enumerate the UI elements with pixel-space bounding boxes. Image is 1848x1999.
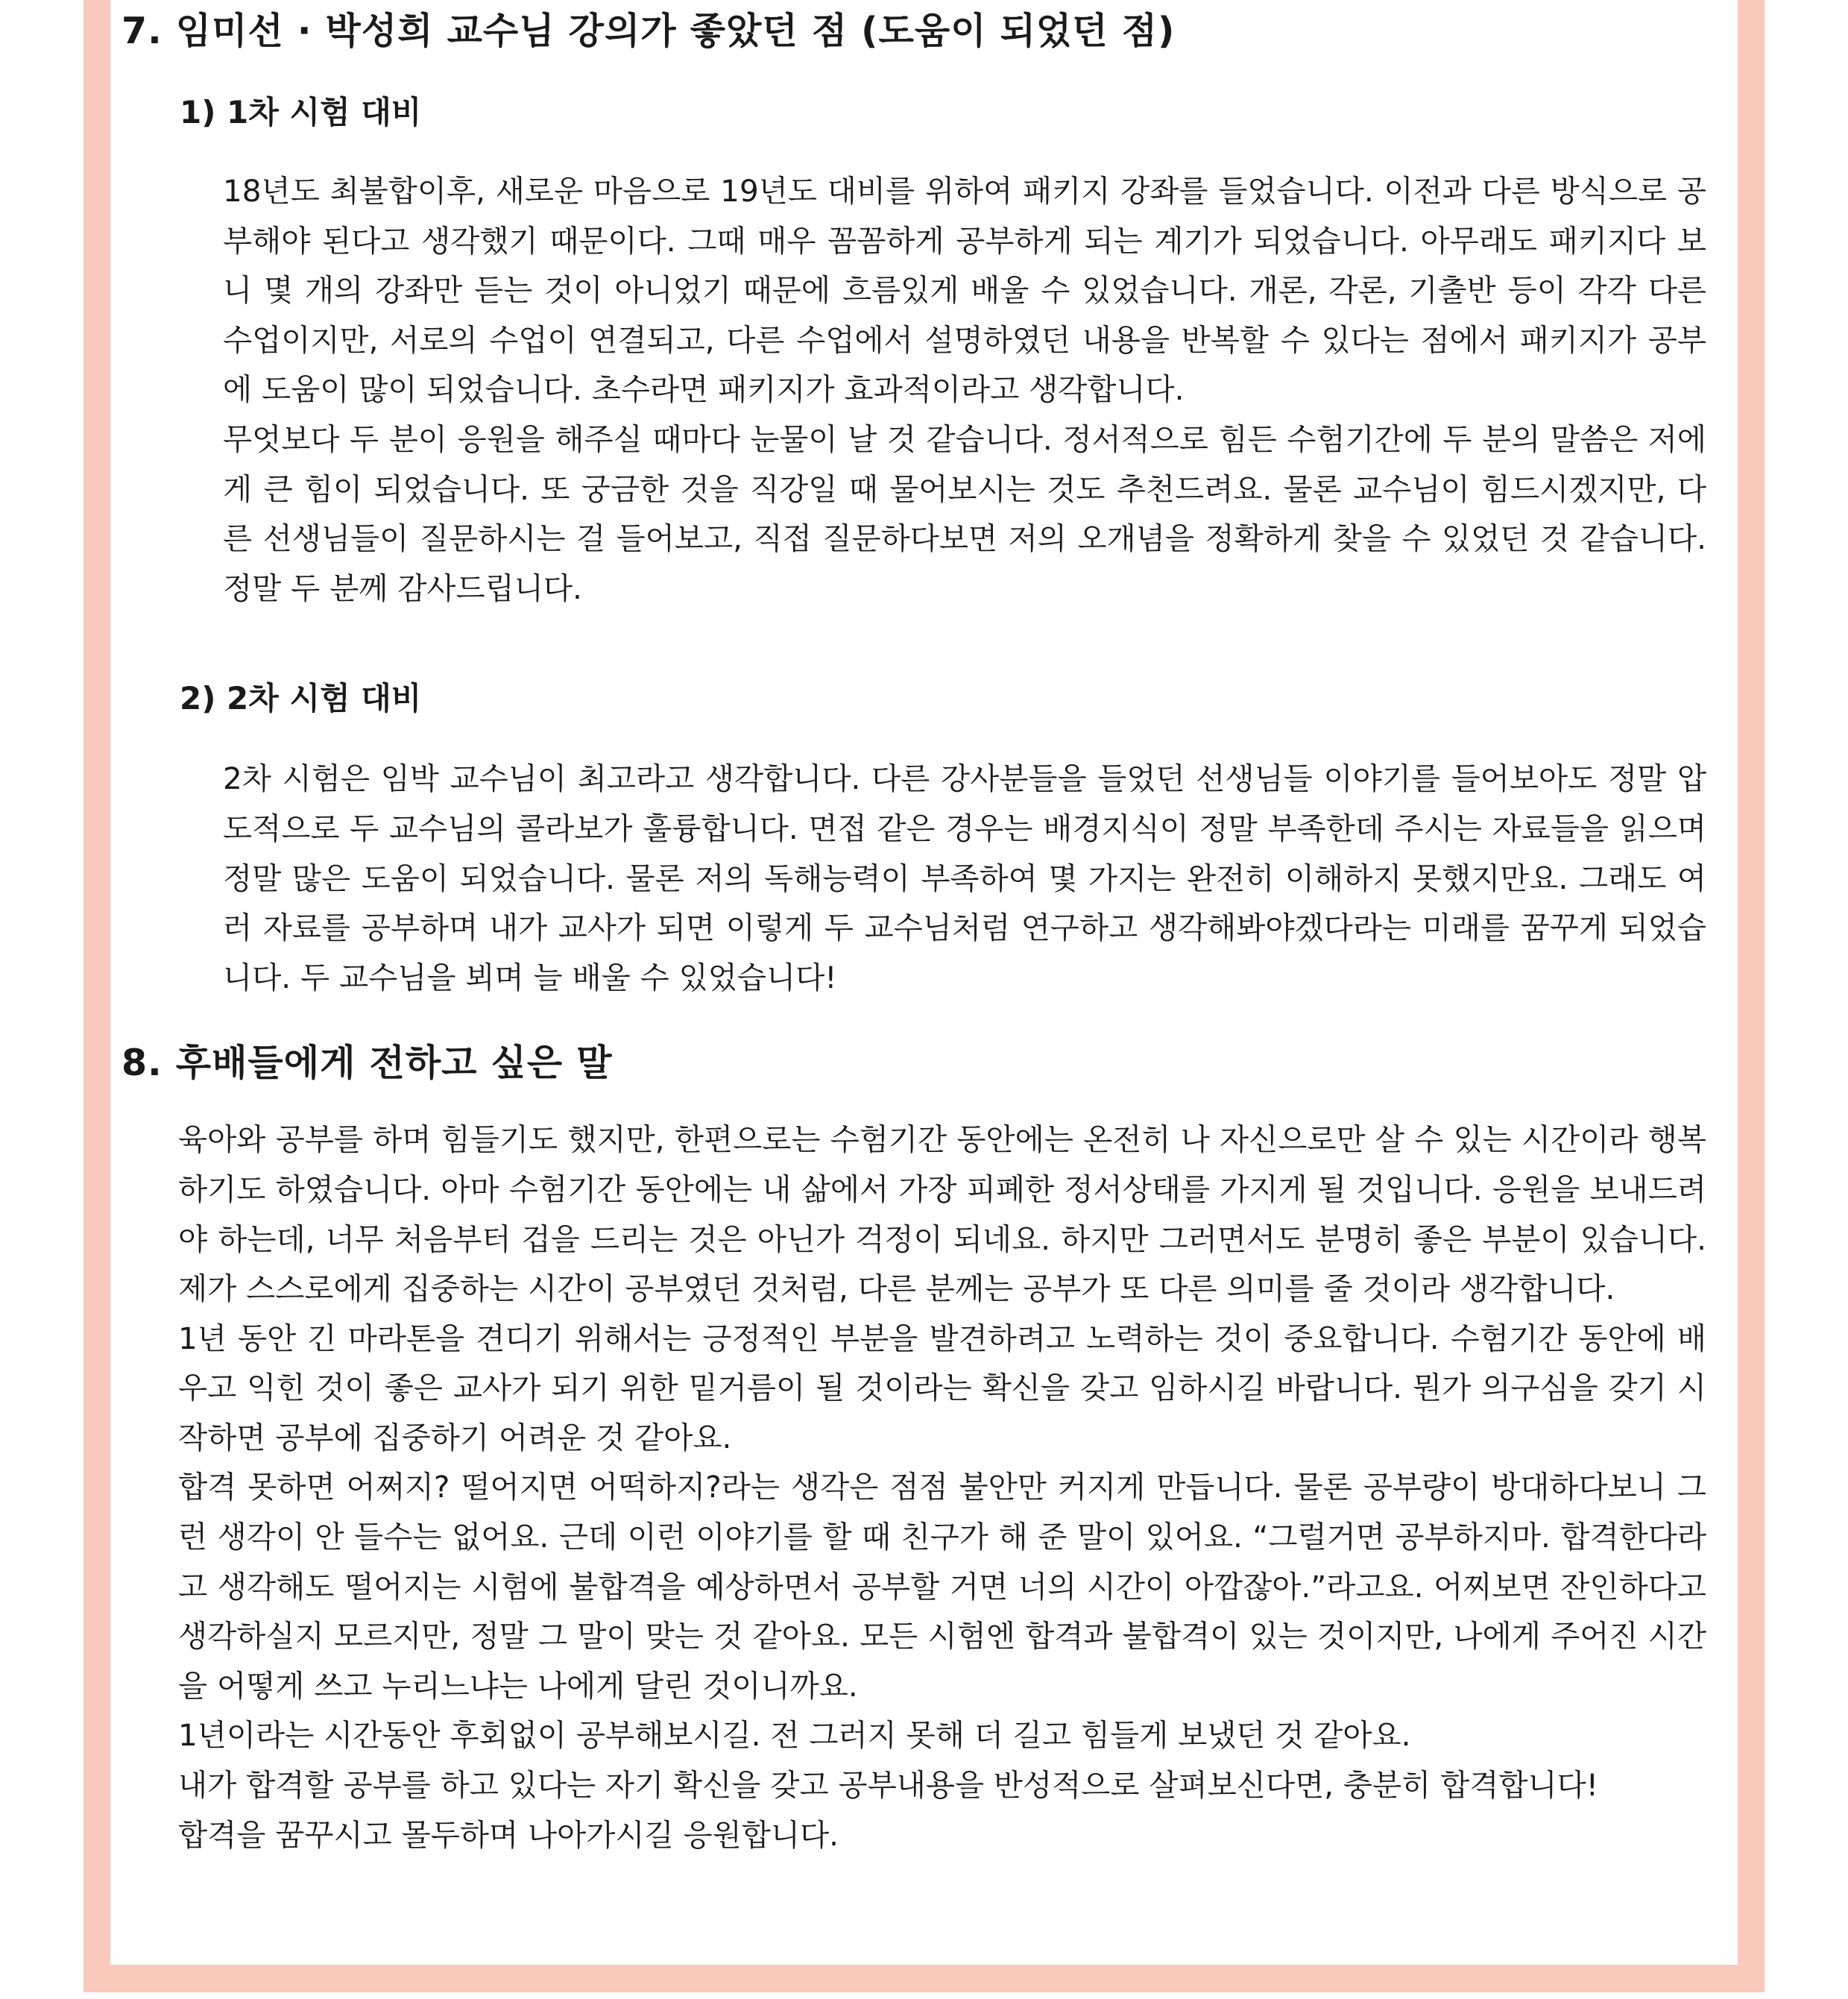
paragraph: 무엇보다 두 분이 응원을 해주실 때마다 눈물이 날 것 같습니다. 정서적으로 힘든 수험기간에 두 분의 말씀은 저에게 큰 힘이 되었습니다. 또 궁금한 것을 직강일 때 물어보시는 것도 추천드려요. 물론 교수님이 힘드시겠지만, 다른 선생님들이 질문하시는 걸 들어보고, 직접 질문하다보면 저의 오개념을 정확하게 찾을 수 있었던 것 같습니다. 정말 두 분께 감사드립니다. [223,421,1706,606]
paragraph: 1년이라는 시간동안 후회없이 공부해보시길. 전 그러지 못해 더 길고 힘들게 보냈던 것 같아요. [178,1717,1411,1754]
paragraph: 18년도 최불합이후, 새로운 마음으로 19년도 대비를 위하여 패키지 강좌를 들었습니다. 이전과 다른 방식으로 공부해야 된다고 생각했기 때문이다. 그때 매우 꼼꼼하게 공부하게 되는 계기가 되었습니다. 아무래도 패키지다 보니 몇 개의 강좌만 듣는 것이 아니었기 때문에 흐름있게 배울 수 있었습니다. 개론, 각론, 기출반 등이 각각 다른 수업이지만, 서로의 수업이 연결되고, 다른 수업에서 설명하였던 내용을 반복할 수 있다는 점에서 패키지가 공부에 도움이 많이 되었습니다. 초수라면 패키지가 효과적이라고 생각합니다. [223,173,1706,408]
document-content [122,0,1724,1860]
subsection-2-body [122,754,1706,1002]
section-7-title: 7. 임미선 · 박성희 교수님 강의가 좋았던 점 (도움이 되었던 점) [122,10,1176,52]
subsection-2-title: 2) 2차 시험 대비 [180,680,422,717]
paragraph: 합격을 꿈꾸시고 몰두하며 나아가시길 응원합니다. [178,1816,839,1853]
subsection-1-body [122,166,1706,613]
paragraph: 2차 시험은 임박 교수님이 최고라고 생각합니다. 다른 강사분들을 들었던 선생님들 이야기를 들어보아도 정말 압도적으로 두 교수님의 콜라보가 훌륭합니다. 면접 같은 경우는 배경지식이 정말 부족한데 주시는 자료들을 읽으며 정말 많은 도움이 되었습니다. 물론 저의 독해능력이 부족하여 몇 가지는 완전히 이해하지 못했지만요. 그래도 여러 자료를 공부하며 내가 교사가 되면 이렇게 두 교수님처럼 연구하고 생각해봐야겠다라는 미래를 꿈꾸게 되었습니다. 두 교수님을 뵈며 늘 배울 수 있었습니다! [223,761,1706,995]
section-8 [122,1032,1724,1860]
paragraph: 육아와 공부를 하며 힘들기도 했지만, 한편으로는 수험기간 동안에는 온전히 나 자신으로만 살 수 있는 시간이라 행복하기도 하였습니다. 아마 수험기간 동안에는 내 삶에서 가장 피폐한 정서상태를 가지게 될 것입니다. 응원을 보내드려야 하는데, 너무 처음부터 겁을 드리는 것은 아닌가 걱정이 되네요. 하지만 그러면서도 분명히 좋은 부분이 있습니다. 제가 스스로에게 집중하는 시간이 공부였던 것처럼, 다른 분께는 공부가 또 다른 의미를 줄 것이라 생각합니다. [178,1121,1706,1307]
section-8-title: 8. 후배들에게 전하고 싶은 말 [122,1042,613,1085]
section-7 [122,0,1724,1002]
paragraph: 합격 못하면 어쩌지? 떨어지면 어떡하지?라는 생각은 점점 불안만 커지게 만듭니다. 물론 공부량이 방대하다보니 그런 생각이 안 들수는 없어요. 근데 이런 이야기를 할 때 친구가 해 준 말이 있어요. “그럴거면 공부하지마. 합격한다라고 생각해도 떨어지는 시험에 불합격을 예상하면서 공부할 거면 너의 시간이 아깝잖아.”라고요. 어찌보면 잔인하다고 생각하실지 모르지만, 정말 그 말이 맞는 것 같아요. 모든 시험엔 합격과 불합격이 있는 것이지만, 나에게 주어진 시간을 어떻게 쓰고 누리느냐는 나에게 달린 것이니까요. [178,1469,1706,1704]
section-8-body [122,1115,1706,1860]
subsection-1-title: 1) 1차 시험 대비 [180,94,422,130]
paragraph: 내가 합격할 공부를 하고 있다는 자기 확신을 갖고 공부내용을 반성적으로 살펴보신다면, 충분히 합격합니다! [178,1767,1599,1804]
paragraph: 1년 동안 긴 마라톤을 견디기 위해서는 긍정적인 부분을 발견하려고 노력하는 것이 중요합니다. 수험기간 동안에 배우고 익힌 것이 좋은 교사가 되기 위한 밑거름이 될 것이라는 확신을 갖고 임하시길 바랍니다. 뭔가 의구심을 갖기 시작하면 공부에 집중하기 어려운 것 같아요. [178,1320,1706,1455]
